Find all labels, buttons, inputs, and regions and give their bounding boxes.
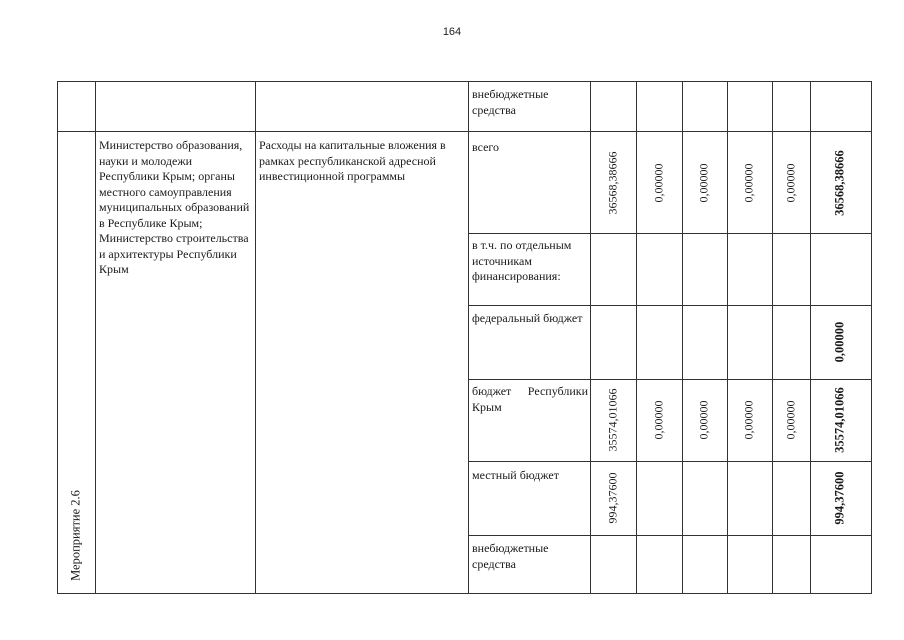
value-local-sum: 994,37600 — [832, 471, 847, 525]
row-source-republic: бюджет Республики Крым — [472, 384, 588, 414]
row-source-total: всего — [472, 140, 500, 154]
value-republic-y4: 0,00000 — [741, 400, 756, 440]
value-republic-y1: 35574,01066 — [605, 388, 620, 452]
value-total-y4: 0,00000 — [741, 163, 756, 203]
value-total-y3: 0,00000 — [696, 163, 711, 203]
expense-text: Расходы на капитальные вложения в рамках республиканской адресной инвестиционной программы — [259, 138, 446, 183]
row-source-incl: в т.ч. по отдельным источникам финансирования: — [472, 238, 572, 283]
activity-label-cell — [57, 131, 95, 593]
value-total-y2: 0,00000 — [651, 163, 666, 203]
value-local-y1: 994,37600 — [605, 472, 620, 524]
row-source-extrabudget: внебюджетные средства — [472, 541, 549, 571]
value-republic-y5: 0,00000 — [783, 400, 798, 440]
value-total-sum: 36568,38666 — [832, 150, 847, 216]
value-total-y5: 0,00000 — [783, 163, 798, 203]
page-number: 164 — [442, 26, 462, 38]
value-republic-sum: 35574,01066 — [832, 387, 847, 453]
top-row-source: внебюджетные средства — [472, 87, 549, 117]
value-federal-sum: 0,00000 — [832, 321, 847, 363]
value-total-y1: 36568,38666 — [605, 151, 620, 215]
value-republic-y2: 0,00000 — [651, 400, 666, 440]
row-source-federal: федеральный бюджет — [472, 311, 583, 325]
activity-label: Мероприятие 2.6 — [68, 490, 83, 581]
executor-text: Министерство образования, науки и молодежи Республики Крым; органы местного самоуправления муниципальных образований в Республике Крым; Министерство строительства и архитектуры Республики Крым — [99, 138, 250, 276]
value-republic-y3: 0,00000 — [696, 400, 711, 440]
row-source-local: местный бюджет — [472, 468, 559, 482]
